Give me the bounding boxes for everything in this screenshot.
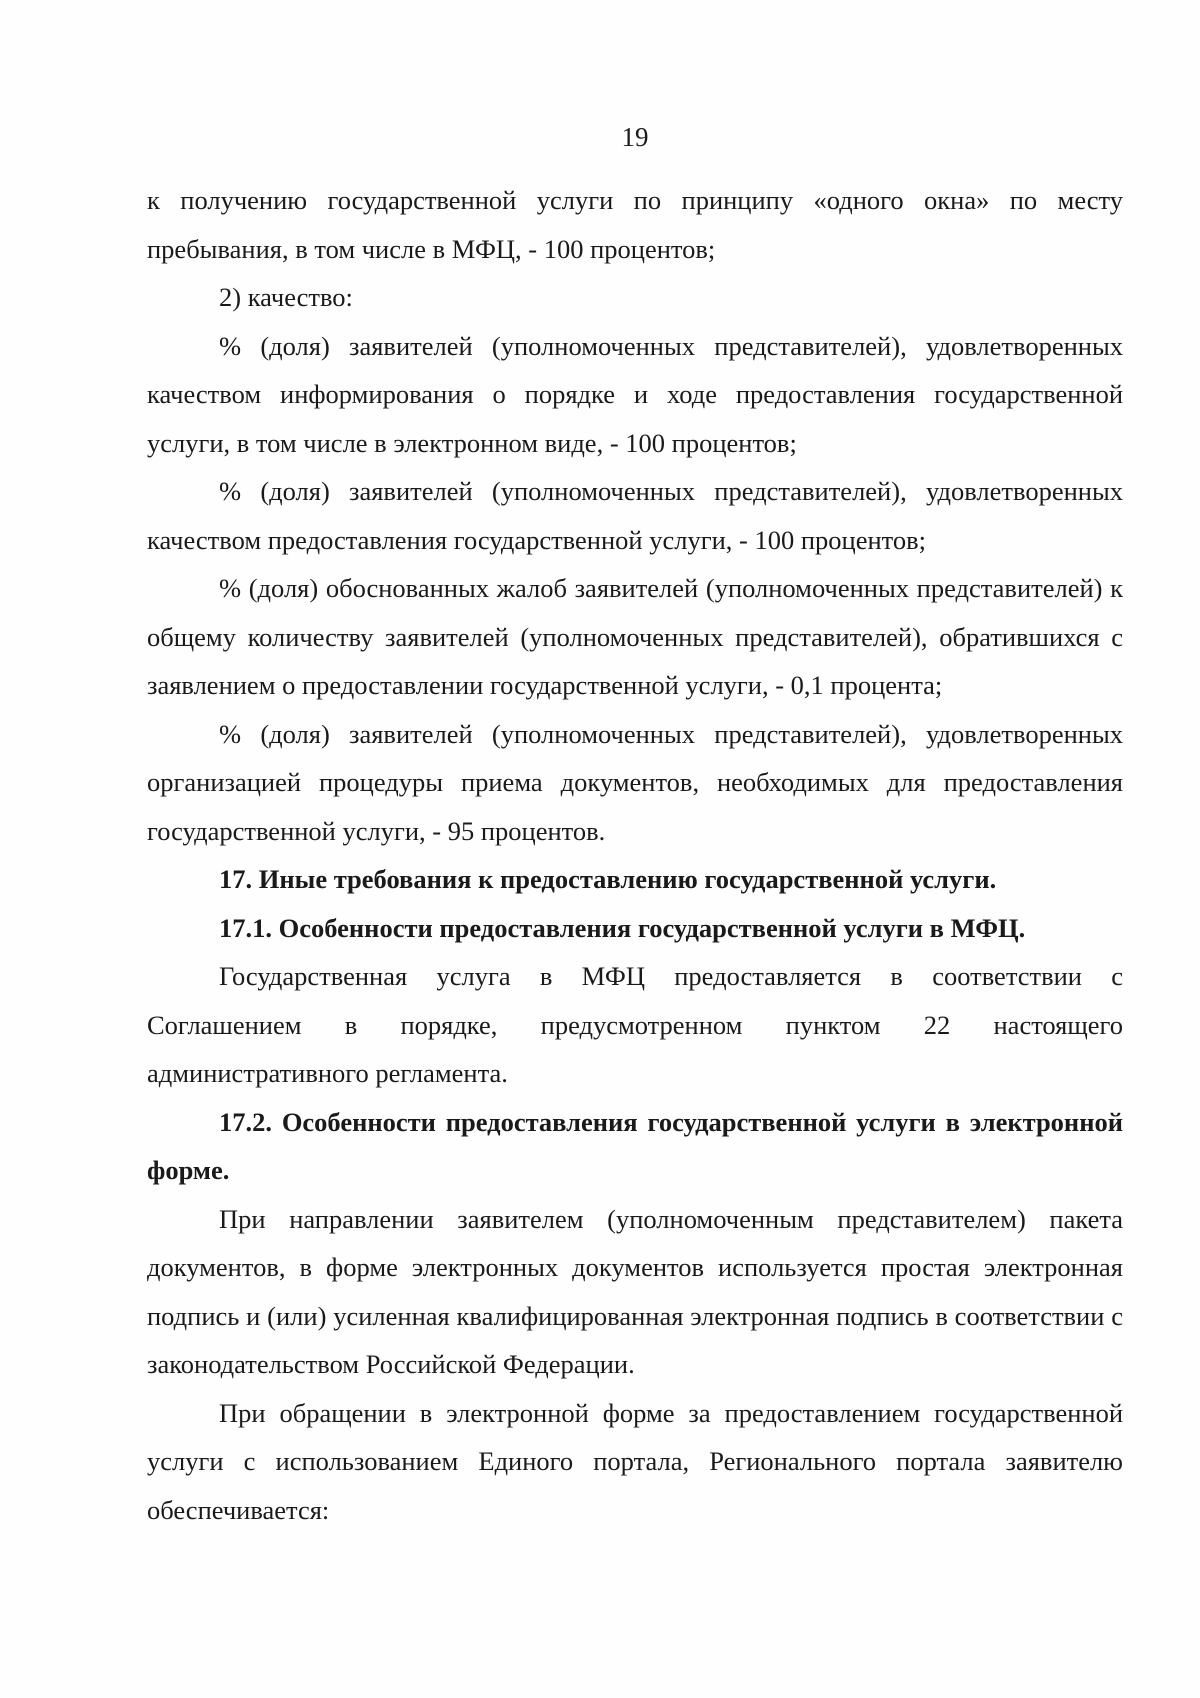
document-body <box>147 176 1123 1534</box>
paragraph-electronic-signature: При направлении заявителем (уполномоченным представителем) пакета документов, в форме электронных документов используется простая электронная подпись и (или) усиленная квалифицированная электронная подпись в соответствии с законодательством Российской Федерации. <box>147 1203 1123 1379</box>
paragraph-portal-access: При обращении в электронной форме за предоставлением государственной услуги с использованием Единого портала, Регионального портала заявителю обеспечивается: <box>147 1397 1123 1525</box>
paragraph-complaints: % (доля) обоснованных жалоб заявителей (уполномоченных представителей) к общему количеству заявителей (уполномоченных представителей), обратившихся с заявлением о предоставлении государственной услуги, - 0,1 процента; <box>147 573 1123 700</box>
paragraph-mfc-service: Государственная услуга в МФЦ предоставляется в соответствии с Соглашением в порядке, предусмотренном пунктом 22 настоящего административного регламента. <box>147 961 1123 1088</box>
section-heading-17-1: 17.1. Особенности предоставления государственной услуги в МФЦ. <box>219 912 1026 943</box>
paragraph-continuation: к получению государственной услуги по принципу «одного окна» по месту пребывания, в том числе в МФЦ, - 100 процентов; <box>147 185 1123 264</box>
paragraph-quality-service: % (доля) заявителей (уполномоченных представителей), удовлетворенных качеством предоставления государственной услуги, - 100 процентов; <box>147 476 1123 555</box>
section-heading-17: 17. Иные требования к предоставлению государственной услуги. <box>219 864 997 894</box>
paragraph-document-reception: % (доля) заявителей (уполномоченных представителей), удовлетворенных организацией процедуры приема документов, необходимых для предоставления государственной услуги, - 95 процентов. <box>147 718 1123 846</box>
list-item-quality: 2) качество: <box>219 282 353 312</box>
section-heading-17-2: 17.2. Особенности предоставления государственной услуги в электронной форме. <box>147 1106 1123 1185</box>
page-number: 19 <box>621 122 649 152</box>
paragraph-quality-informing: % (доля) заявителей (уполномоченных представителей), удовлетворенных качеством информирования о порядке и ходе предоставления государственной услуги, в том числе в электронном виде, - 100 процентов; <box>147 330 1123 458</box>
